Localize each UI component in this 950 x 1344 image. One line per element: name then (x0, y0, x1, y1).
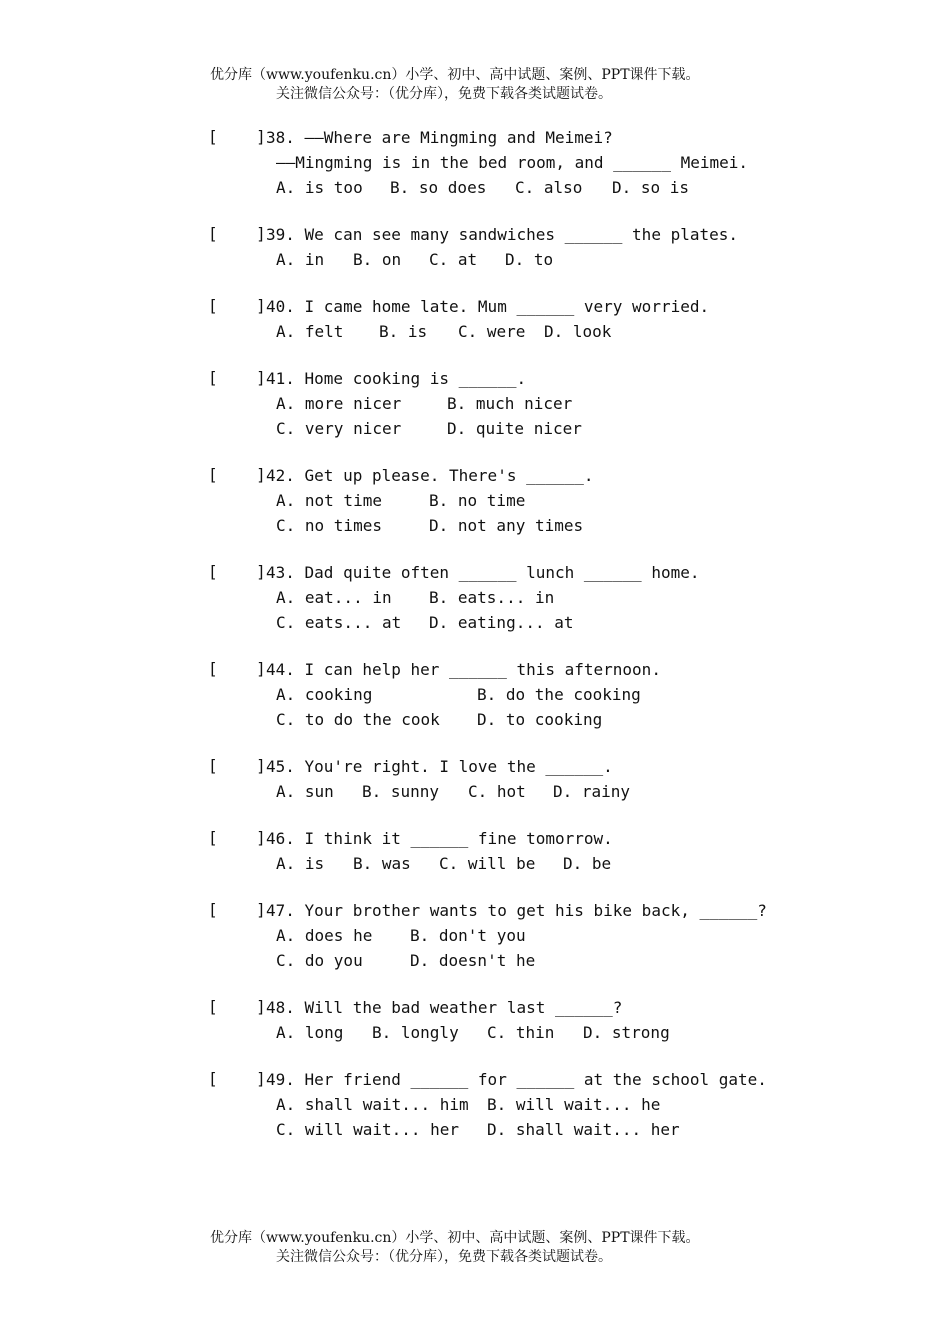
option-c[interactable]: C. thin (487, 1023, 555, 1042)
option-a[interactable]: A. is (276, 854, 325, 873)
answer-bracket[interactable]: [ ] (208, 900, 266, 919)
option-d[interactable]: D. quite nicer (447, 419, 582, 438)
option-c[interactable]: C. will wait... her (276, 1120, 460, 1139)
option-a[interactable]: A. does he (276, 926, 373, 945)
question-42 (208, 463, 828, 538)
option-c[interactable]: C. eats... at (276, 613, 402, 632)
option-d[interactable]: D. be (563, 854, 612, 873)
option-a[interactable]: A. long (276, 1023, 344, 1042)
options-row (208, 175, 828, 200)
option-d[interactable]: D. so is (612, 178, 690, 197)
option-a[interactable]: A. cooking (276, 685, 373, 704)
answer-bracket[interactable]: [ ] (208, 368, 266, 387)
question-48 (208, 995, 828, 1045)
option-a[interactable]: A. sun (276, 782, 334, 801)
question-stem: 42. Get up please. There's ______. (266, 466, 594, 485)
question-stem: 47. Your brother wants to get his bike back, ______? (266, 901, 767, 920)
question-43 (208, 560, 828, 635)
options-row (208, 923, 828, 948)
option-c[interactable]: C. very nicer (276, 419, 402, 438)
option-b[interactable]: B. was (353, 854, 411, 873)
question-stem: 44. I can help her ______ this afternoon. (266, 660, 661, 679)
option-a[interactable]: A. eat... in (276, 588, 392, 607)
option-b[interactable]: B. do the cooking (477, 685, 641, 704)
option-c[interactable]: C. will be (439, 854, 536, 873)
option-a[interactable]: A. not time (276, 491, 382, 510)
options-row (208, 488, 828, 513)
option-a[interactable]: A. in (276, 250, 325, 269)
option-b[interactable]: B. sunny (362, 782, 440, 801)
option-b[interactable]: B. will wait... he (487, 1095, 661, 1114)
options-row (208, 707, 828, 732)
question-stem-continued: ——Mingming is in the bed room, and ______ Meimei. (276, 153, 749, 172)
option-d[interactable]: D. rainy (553, 782, 631, 801)
option-c[interactable]: C. no times (276, 516, 382, 535)
question-49 (208, 1067, 828, 1142)
answer-bracket[interactable]: [ ] (208, 756, 266, 775)
option-d[interactable]: D. shall wait... her (487, 1120, 680, 1139)
question-stem: 43. Dad quite often ______ lunch ______ home. (266, 563, 700, 582)
answer-bracket[interactable]: [ ] (208, 465, 266, 484)
option-a[interactable]: A. shall wait... him (276, 1095, 469, 1114)
option-d[interactable]: D. look (544, 322, 612, 341)
answer-bracket[interactable]: [ ] (208, 1069, 266, 1088)
option-b[interactable]: B. no time (429, 491, 526, 510)
options-row (208, 948, 828, 973)
option-c[interactable]: C. do you (276, 951, 363, 970)
option-c[interactable]: C. also (515, 178, 583, 197)
question-stem: 49. Her friend ______ for ______ at the school gate. (266, 1070, 767, 1089)
option-b[interactable]: B. eats... in (429, 588, 555, 607)
options-row (208, 247, 828, 272)
option-d[interactable]: D. strong (583, 1023, 670, 1042)
option-b[interactable]: B. so does (390, 178, 487, 197)
options-row (208, 1117, 828, 1142)
header-line-2: 关注微信公众号：（优分库），免费下载各类试题试卷。 (276, 86, 612, 102)
answer-bracket[interactable]: [ ] (208, 127, 266, 146)
question-45 (208, 754, 828, 804)
options-row (208, 416, 828, 441)
options-row (208, 391, 828, 416)
option-a[interactable]: A. felt (276, 322, 344, 341)
option-d[interactable]: D. not any times (429, 516, 584, 535)
question-stem: 38. ——Where are Mingming and Meimei? (266, 128, 613, 147)
options-row (208, 610, 828, 635)
question-stem: 48. Will the bad weather last ______? (266, 998, 623, 1017)
question-38 (208, 125, 828, 200)
option-b[interactable]: B. is (379, 322, 428, 341)
options-row (208, 585, 828, 610)
question-stem: 45. You're right. I love the ______. (266, 757, 613, 776)
question-46 (208, 826, 828, 876)
options-row (208, 1092, 828, 1117)
option-a[interactable]: A. more nicer (276, 394, 402, 413)
options-row (208, 779, 828, 804)
footer-line-1: 优分库（www.youfenku.cn）小学、初中、高中试题、案例、PPT课件下载。 (210, 1230, 700, 1246)
option-d[interactable]: D. doesn't he (410, 951, 536, 970)
option-b[interactable]: B. don't you (410, 926, 526, 945)
answer-bracket[interactable]: [ ] (208, 659, 266, 678)
question-44 (208, 657, 828, 732)
answer-bracket[interactable]: [ ] (208, 296, 266, 315)
question-stem: 41. Home cooking is ______. (266, 369, 527, 388)
option-c[interactable]: C. were (458, 322, 526, 341)
question-47 (208, 898, 828, 973)
option-d[interactable]: D. eating... at (429, 613, 574, 632)
options-row (208, 513, 828, 538)
options-row (208, 851, 828, 876)
option-a[interactable]: A. is too (276, 178, 363, 197)
question-41 (208, 366, 828, 441)
answer-bracket[interactable]: [ ] (208, 562, 266, 581)
footer-line-2: 关注微信公众号：（优分库），免费下载各类试题试卷。 (276, 1249, 612, 1265)
question-stem: 39. We can see many sandwiches ______ the plates. (266, 225, 739, 244)
question-stem: 46. I think it ______ fine tomorrow. (266, 829, 613, 848)
options-row (208, 682, 828, 707)
option-c[interactable]: C. at (429, 250, 478, 269)
question-39 (208, 222, 828, 272)
option-b[interactable]: B. on (353, 250, 402, 269)
option-b[interactable]: B. much nicer (447, 394, 573, 413)
question-40 (208, 294, 828, 344)
option-c[interactable]: C. to do the cook (276, 710, 440, 729)
answer-bracket[interactable]: [ ] (208, 997, 266, 1016)
answer-bracket[interactable]: [ ] (208, 828, 266, 847)
answer-bracket[interactable]: [ ] (208, 224, 266, 243)
option-d[interactable]: D. to cooking (477, 710, 603, 729)
question-stem: 40. I came home late. Mum ______ very worried. (266, 297, 710, 316)
option-d[interactable]: D. to (505, 250, 554, 269)
header-line-1: 优分库（www.youfenku.cn）小学、初中、高中试题、案例、PPT课件下载。 (210, 67, 700, 83)
options-row (208, 1020, 828, 1045)
option-b[interactable]: B. longly (372, 1023, 459, 1042)
option-c[interactable]: C. hot (468, 782, 526, 801)
options-row (208, 319, 828, 344)
